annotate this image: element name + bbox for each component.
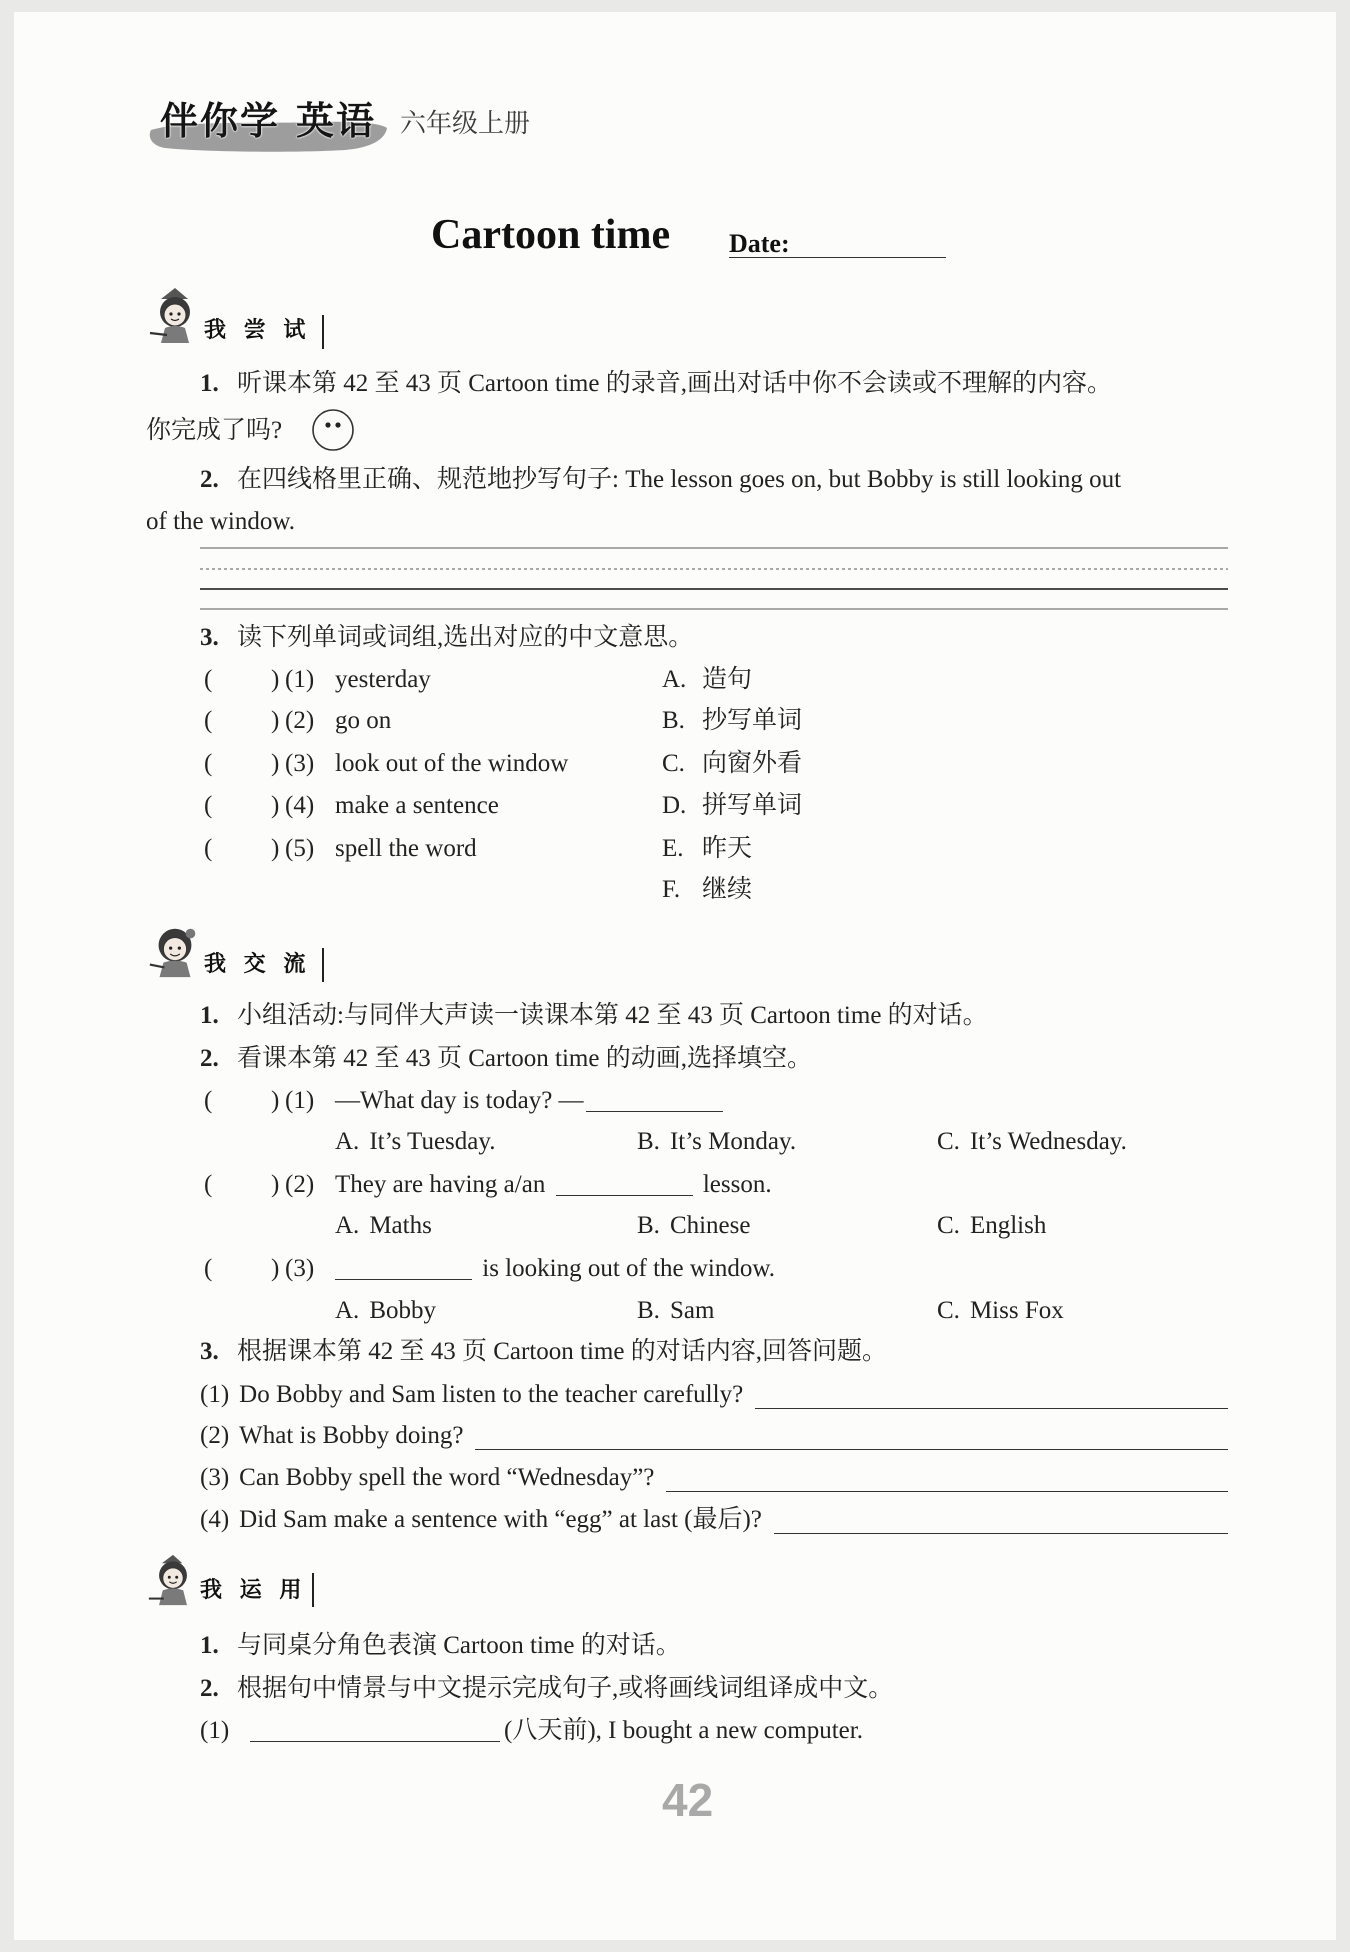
answer-bracket-close: ): [271, 750, 280, 777]
question-text: 听课本第 42 至 43 页 Cartoon time 的录音,画出对话中你不会读或不理解的内容。: [237, 370, 1112, 397]
question-number: 1.: [200, 1002, 219, 1029]
question-text-continued: 你完成了吗?: [146, 417, 283, 444]
section-divider-bar: [312, 1573, 314, 1607]
section-divider-bar: [322, 948, 324, 982]
question-number: 2.: [200, 466, 219, 493]
grade-label: 六年级上册: [400, 108, 531, 138]
match-item-row: [0, 665, 1350, 695]
choice-option: [335, 1211, 432, 1241]
option-text: Bobby: [369, 1297, 436, 1324]
item-number: (3): [200, 1464, 230, 1491]
question-number: 3.: [200, 1338, 219, 1365]
item-text: What is Bobby doing?: [239, 1422, 464, 1449]
answer-row: [200, 1380, 1228, 1410]
item-text: go on: [335, 707, 392, 734]
match-item-row: [0, 749, 1350, 779]
item-text: Do Bobby and Sam listen to the teacher carefully?: [239, 1381, 744, 1408]
answer-bracket-open: (: [204, 666, 213, 693]
item-number: (4): [200, 1506, 230, 1533]
mascot-icon: [147, 922, 203, 980]
section-label-try: 我 尝 试: [204, 318, 311, 343]
question-number: 1.: [200, 1632, 219, 1659]
answer-blank: [556, 1194, 693, 1196]
answer-line: [774, 1533, 1228, 1534]
choice-item-row: [0, 1086, 1350, 1116]
logo-subject: 英语: [296, 99, 377, 143]
answer-bracket-open: (: [204, 707, 213, 734]
answer-row: [200, 1505, 1228, 1535]
choice-item-text: [335, 1170, 772, 1200]
option-text: 继续: [702, 876, 753, 903]
item-text: Can Bobby spell the word “Wednesday”?: [239, 1464, 655, 1491]
item-text: They are having a/an: [335, 1171, 546, 1198]
answer-bracket-close: ): [271, 707, 280, 734]
question-text: 读下列单词或词组,选出对应的中文意思。: [237, 624, 694, 651]
smiley-face-icon: [311, 408, 355, 452]
option-letter: C.: [937, 1128, 960, 1155]
answer-line: [755, 1408, 1228, 1409]
option-letter: B.: [637, 1212, 660, 1239]
option-letter: B.: [637, 1128, 660, 1155]
question-number: 1.: [200, 370, 219, 397]
choice-option: [637, 1211, 750, 1241]
choice-item-row: [0, 1254, 1350, 1284]
logo-title: 伴你学: [160, 99, 281, 143]
answer-bracket-open: (: [204, 750, 213, 777]
item-text: (八天前), I bought a new computer.: [504, 1717, 863, 1744]
option-text: English: [969, 1212, 1047, 1239]
answer-blank: [586, 1110, 723, 1112]
question-number: 2.: [200, 1045, 219, 1072]
answer-bracket-close: ): [271, 1171, 280, 1198]
item-text: lesson.: [702, 1171, 772, 1198]
answer-bracket-open: (: [204, 835, 213, 862]
item-text: —What day is today? —: [335, 1087, 584, 1114]
answer-bracket-open: (: [204, 1171, 213, 1198]
option-letter: A.: [335, 1128, 360, 1155]
choice-options-row: [0, 1211, 1350, 1241]
answer-bracket-open: (: [204, 1255, 213, 1282]
answer-line: [666, 1491, 1228, 1492]
option-letter: C.: [937, 1297, 960, 1324]
choice-option: [937, 1127, 1127, 1157]
item-number: (3): [285, 750, 315, 777]
choice-item-row: [0, 1170, 1350, 1200]
item-number: (4): [285, 792, 315, 819]
option-letter: A.: [335, 1297, 360, 1324]
answer-blank: [250, 1740, 500, 1742]
option-text: It’s Tuesday.: [369, 1128, 496, 1155]
section-label-talk: 我 交 流: [204, 952, 311, 977]
question-text: 在四线格里正确、规范地抄写句子: The lesson goes on, but Bobby is still looking out: [237, 466, 1122, 493]
option-text: Chinese: [669, 1212, 751, 1239]
item-number: (1): [285, 1087, 315, 1114]
answer-bracket-open: (: [204, 1087, 213, 1114]
item-number: (5): [285, 835, 315, 862]
page-number: 42: [662, 1774, 714, 1826]
question-text: 看课本第 42 至 43 页 Cartoon time 的动画,选择填空。: [237, 1045, 812, 1072]
question-number: 2.: [200, 1675, 219, 1702]
item-text: look out of the window: [335, 750, 569, 777]
choice-option: [335, 1127, 496, 1157]
date-line: [729, 257, 946, 258]
option-letter: E.: [662, 835, 684, 862]
option-letter: B.: [662, 707, 685, 734]
item-text: is looking out of the window.: [482, 1255, 776, 1282]
option-letter: B.: [637, 1297, 660, 1324]
match-item-row: [0, 706, 1350, 736]
question-text: 根据句中情景与中文提示完成句子,或将画线词组译成中文。: [237, 1675, 894, 1702]
match-item-row: [0, 834, 1350, 864]
option-text: 向窗外看: [702, 750, 803, 777]
item-number: (3): [285, 1255, 315, 1282]
option-text: Sam: [669, 1297, 715, 1324]
series-logo: [145, 88, 390, 156]
answer-bracket-close: ): [271, 835, 280, 862]
item-text: spell the word: [335, 835, 477, 862]
item-number: (2): [285, 707, 315, 734]
answer-bracket-close: ): [271, 792, 280, 819]
option-text: 拼写单词: [702, 792, 803, 819]
item-number: (2): [200, 1422, 230, 1449]
choice-option: [937, 1296, 1064, 1326]
choice-option: [637, 1296, 714, 1326]
item-text: Did Sam make a sentence with “egg” at last (最后)?: [239, 1506, 762, 1533]
item-number: (1): [285, 666, 315, 693]
item-text: make a sentence: [335, 792, 499, 819]
answer-row: [200, 1463, 1228, 1493]
question-text: 与同桌分角色表演 Cartoon time 的对话。: [237, 1632, 681, 1659]
match-item-row: [0, 791, 1350, 821]
answer-row: [200, 1421, 1228, 1451]
option-letter: A.: [335, 1212, 360, 1239]
item-text: yesterday: [335, 666, 431, 693]
option-letter: C.: [937, 1212, 960, 1239]
item-number: (1): [200, 1381, 230, 1408]
option-text: 造句: [702, 666, 753, 693]
choice-options-row: [0, 1296, 1350, 1326]
completion-item-row: [0, 1716, 1350, 1746]
option-letter: A.: [662, 666, 687, 693]
answer-line: [475, 1449, 1228, 1450]
option-letter: D.: [662, 792, 687, 819]
mascot-icon: [147, 1552, 199, 1608]
page-title: Cartoon time: [431, 212, 671, 258]
item-number: (1): [200, 1717, 230, 1744]
date-label: Date:: [729, 229, 790, 258]
question-text: 小组活动:与同伴大声读一读课本第 42 至 43 页 Cartoon time 的对话。: [237, 1002, 988, 1029]
choice-option: [937, 1211, 1046, 1241]
choice-item-text: [335, 1254, 775, 1284]
match-option-row: [0, 875, 1350, 905]
answer-blank: [335, 1278, 472, 1280]
completion-item-text: [250, 1716, 863, 1746]
option-text: 抄写单词: [702, 707, 803, 734]
section-label-use: 我 运 用: [200, 1578, 307, 1603]
option-letter: C.: [662, 750, 685, 777]
answer-bracket-close: ): [271, 1087, 280, 1114]
choice-options-row: [0, 1127, 1350, 1157]
item-number: (2): [285, 1171, 315, 1198]
question-text-continued: of the window.: [146, 508, 296, 535]
answer-bracket-close: ): [271, 1255, 280, 1282]
option-text: It’s Monday.: [669, 1128, 797, 1155]
mascot-icon: [147, 285, 203, 347]
answer-bracket-open: (: [204, 792, 213, 819]
option-text: 昨天: [702, 835, 753, 862]
question-text: 根据课本第 42 至 43 页 Cartoon time 的对话内容,回答问题。: [237, 1338, 887, 1365]
choice-option: [637, 1127, 796, 1157]
choice-option: [335, 1296, 436, 1326]
four-line-writing-grid: [200, 542, 1228, 614]
option-text: Maths: [369, 1212, 432, 1239]
option-text: Miss Fox: [969, 1297, 1064, 1324]
answer-bracket-close: ): [271, 666, 280, 693]
question-number: 3.: [200, 624, 219, 651]
option-letter: F.: [662, 876, 681, 903]
choice-item-text: [335, 1086, 723, 1116]
section-divider-bar: [322, 315, 324, 349]
option-text: It’s Wednesday.: [969, 1128, 1127, 1155]
